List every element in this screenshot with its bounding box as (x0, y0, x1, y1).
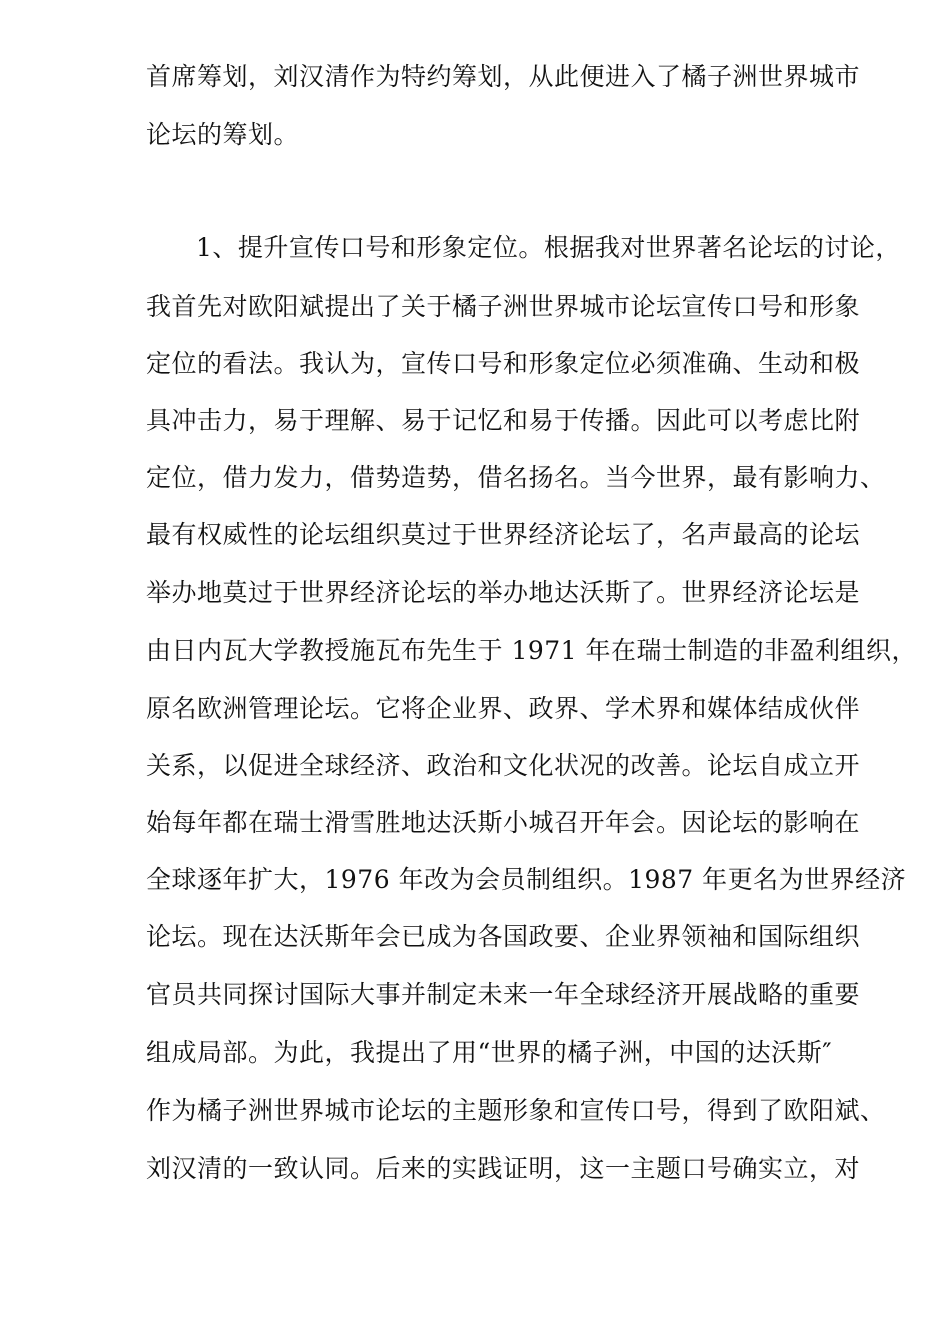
paragraph-line: 组成局部。为此，我提出了用“世界的橘子洲，中国的达沃斯″ (146, 1038, 833, 1067)
paragraph-line: 官员共同探讨国际大事并制定未来一年全球经济开展战略的重要 (146, 980, 861, 1009)
paragraph-line: 全球逐年扩大，1976 年改为会员制组织。1987 年更名为世界经济 (146, 865, 907, 894)
paragraph-line: 原名欧洲管理论坛。它将企业界、政界、学术界和媒体结成伙伴 (146, 694, 861, 723)
paragraph-line: 刘汉清的一致认同。后来的实践证明，这一主题口号确实立，对 (146, 1154, 861, 1183)
paragraph-line: 最有权威性的论坛组织莫过于世界经济论坛了，名声最高的论坛 (146, 520, 861, 549)
paragraph-line: 我首先对欧阳斌提出了关于橘子洲世界城市论坛宣传口号和形象 (146, 292, 861, 321)
text-line-intro-2: 论坛的筹划。 (146, 120, 300, 149)
paragraph-heading-line: 1、提升宣传口号和形象定位。根据我对世界著名论坛的讨论， (196, 233, 901, 262)
paragraph-line: 作为橘子洲世界城市论坛的主题形象和宣传口号，得到了欧阳斌、 (146, 1096, 886, 1125)
paragraph-line: 由日内瓦大学教授施瓦布先生于 1971 年在瑞士制造的非盈利组织， (146, 636, 918, 665)
paragraph-line: 定位的看法。我认为，宣传口号和形象定位必须准确、生动和极 (146, 349, 861, 378)
paragraph-line: 关系，以促进全球经济、政治和文化状况的改善。论坛自成立开 (146, 751, 861, 780)
text-line-intro-1: 首席筹划，刘汉清作为特约筹划，从此便进入了橘子洲世界城市 (146, 62, 861, 91)
paragraph-line: 始每年都在瑞士滑雪胜地达沃斯小城召开年会。因论坛的影响在 (146, 808, 861, 837)
paragraph-line: 论坛。现在达沃斯年会已成为各国政要、企业界领袖和国际组织 (146, 922, 861, 951)
paragraph-line: 具冲击力，易于理解、易于记忆和易于传播。因此可以考虑比附 (146, 406, 861, 435)
paragraph-line: 举办地莫过于世界经济论坛的举办地达沃斯了。世界经济论坛是 (146, 578, 861, 607)
paragraph-line: 定位，借力发力，借势造势，借名扬名。当今世界，最有影响力、 (146, 463, 886, 492)
